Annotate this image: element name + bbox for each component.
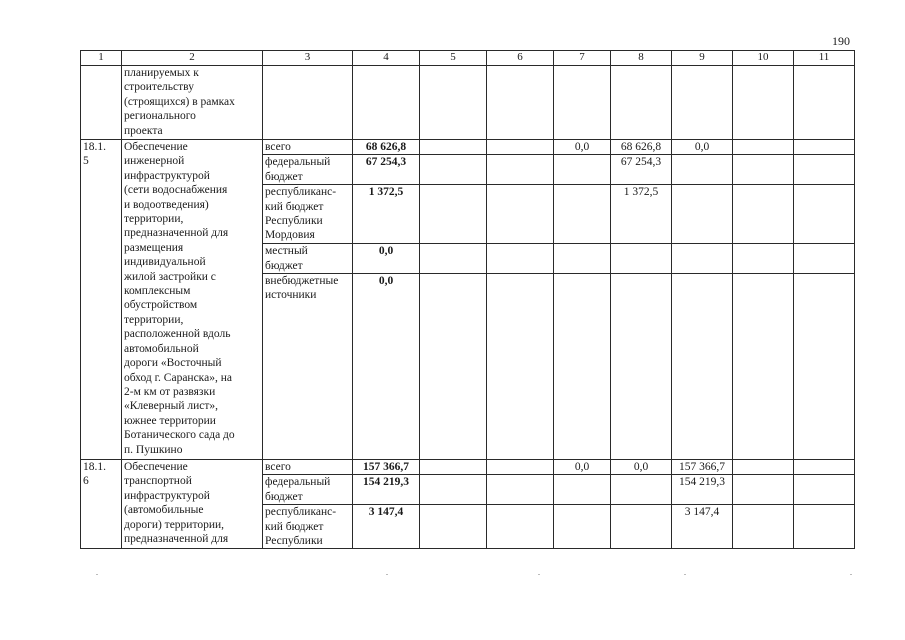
year-value: 0,0	[554, 460, 611, 475]
item-name-continuation: планируемых к строительству (строящихся) в рамках регионального проекта	[122, 66, 263, 140]
table-row	[81, 140, 855, 155]
item-name: Обеспечение инженерной инфраструктурой (сети водоснабжения и водоотведения) территории, предназначенной для размещения индивидуальной жилой застройки с комплексным обустройством территории, расположенной вдоль автомобильной дороги «Восточный обход г. Саранска», на 2-м км от развязки «Клеверный лист», южнее территории Ботанического сада до п. Пушкино	[122, 140, 263, 460]
column-number: 1	[81, 51, 122, 66]
table-row	[81, 460, 855, 475]
column-number: 6	[487, 51, 554, 66]
scan-speck	[96, 574, 98, 575]
funding-source: местный бюджет	[263, 244, 353, 274]
column-number: 8	[611, 51, 672, 66]
year-value: 0,0	[672, 140, 733, 155]
total-value: 0,0	[353, 244, 420, 274]
column-number: 7	[554, 51, 611, 66]
year-value: 67 254,3	[611, 155, 672, 185]
funding-source: всего	[263, 140, 353, 155]
year-value: 154 219,3	[672, 475, 733, 505]
page-number: 190	[832, 34, 850, 48]
scan-speck	[538, 574, 540, 575]
budget-table	[80, 50, 855, 549]
year-value: 1 372,5	[611, 185, 672, 244]
funding-source: республиканс- кий бюджет Республики	[263, 505, 353, 549]
item-code: 18.1. 6	[81, 460, 122, 549]
column-number: 10	[733, 51, 794, 66]
year-value: 157 366,7	[672, 460, 733, 475]
funding-source: федеральный бюджет	[263, 155, 353, 185]
total-value: 1 372,5	[353, 185, 420, 244]
item-name: Обеспечение транспортной инфраструктурой (автомобильные дороги) территории, предназначенной для	[122, 460, 263, 549]
item-code: 18.1. 5	[81, 140, 122, 460]
scan-speck	[850, 574, 852, 575]
column-number: 4	[353, 51, 420, 66]
total-value: 67 254,3	[353, 155, 420, 185]
scan-speck	[386, 574, 388, 575]
column-number: 3	[263, 51, 353, 66]
total-value: 154 219,3	[353, 475, 420, 505]
funding-source: республиканс- кий бюджет Республики Мордовия	[263, 185, 353, 244]
column-number: 11	[794, 51, 855, 66]
total-value: 157 366,7	[353, 460, 420, 475]
column-number-header-row	[81, 51, 855, 66]
column-number: 2	[122, 51, 263, 66]
total-value: 3 147,4	[353, 505, 420, 549]
total-value: 68 626,8	[353, 140, 420, 155]
column-number: 9	[672, 51, 733, 66]
year-value: 3 147,4	[672, 505, 733, 549]
year-value: 68 626,8	[611, 140, 672, 155]
year-value: 0,0	[611, 460, 672, 475]
scan-speck	[684, 574, 686, 575]
column-number: 5	[420, 51, 487, 66]
total-value: 0,0	[353, 274, 420, 460]
table-row-continuation	[81, 66, 855, 140]
year-value: 0,0	[554, 140, 611, 155]
funding-source: федеральный бюджет	[263, 475, 353, 505]
funding-source: всего	[263, 460, 353, 475]
funding-source: внебюджетные источники	[263, 274, 353, 460]
